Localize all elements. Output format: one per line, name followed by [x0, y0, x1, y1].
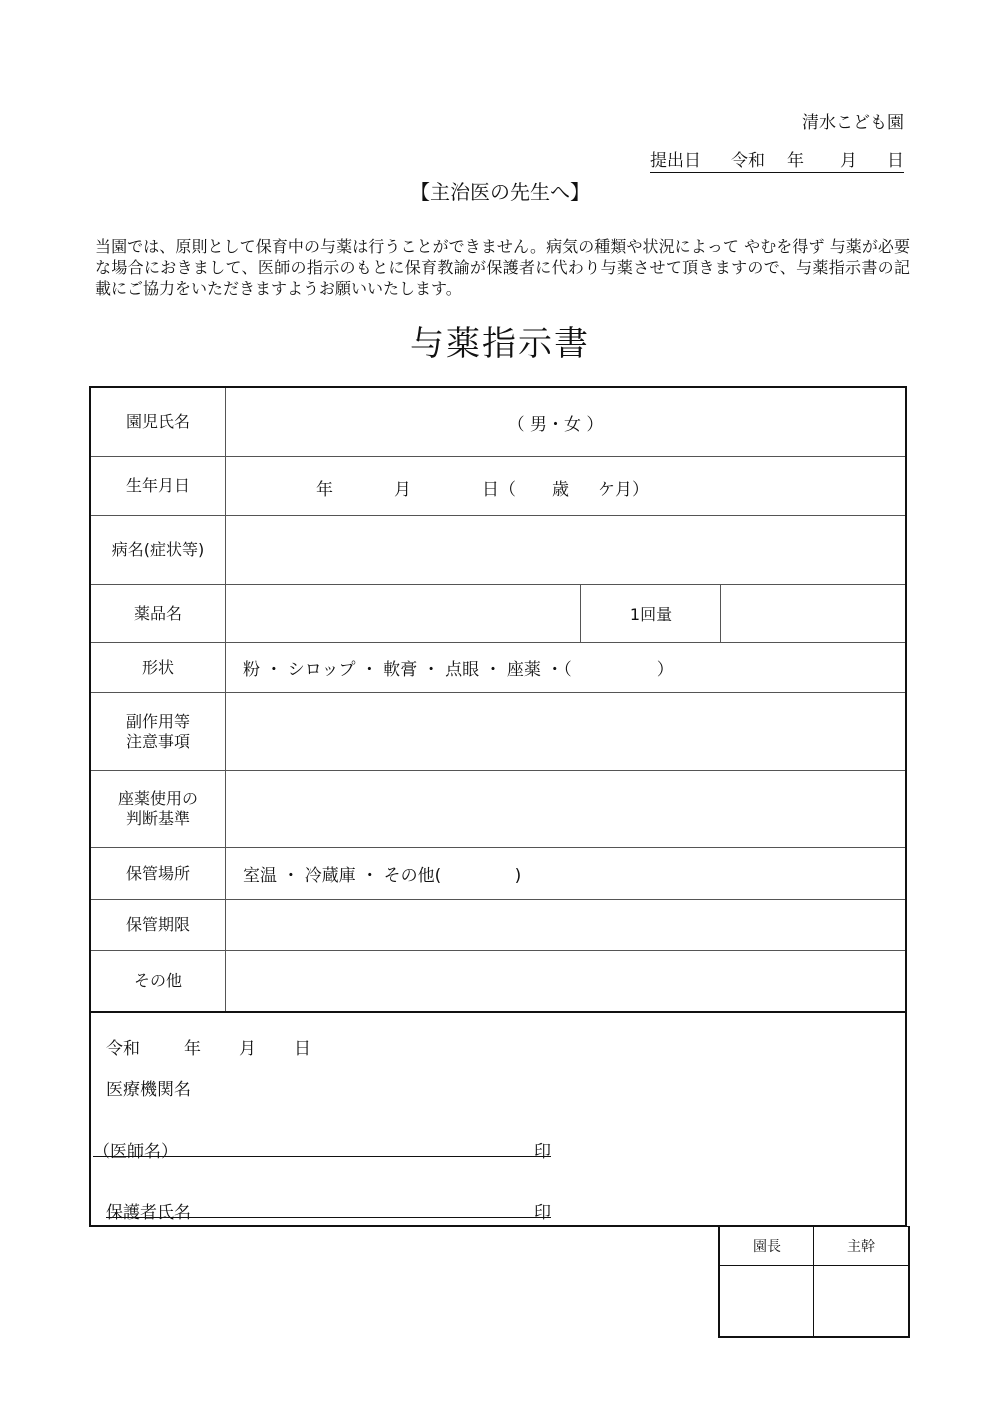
- row-birthdate: [91, 457, 905, 516]
- sign-date[interactable]: [106, 1034, 311, 1059]
- age-months: ケ月）: [598, 480, 649, 500]
- doctor-label: （医師名）: [93, 1142, 178, 1162]
- row-suppository: [91, 771, 905, 848]
- birth-day: 日（: [482, 480, 516, 500]
- row-medicine: [91, 585, 905, 643]
- storage-options[interactable]: [226, 848, 905, 899]
- addressee: 【主治医の先生へ】: [410, 180, 590, 204]
- institution-label: 医療機関名: [106, 1080, 191, 1100]
- chief-label: 主幹: [814, 1227, 908, 1266]
- disease-label: 病名(症状等): [91, 516, 226, 584]
- row-side-effects: [91, 693, 905, 771]
- child-name-field[interactable]: [226, 388, 905, 456]
- guardian-seal: 印: [534, 1203, 551, 1223]
- sign-month: 月: [239, 1039, 256, 1059]
- row-storage-period: [91, 900, 905, 951]
- row-child-name: [91, 388, 905, 457]
- row-disease: [91, 516, 905, 585]
- suppository-field[interactable]: [226, 771, 905, 847]
- birthdate-field[interactable]: [226, 457, 905, 515]
- form-type-text: 粉 ・ シロップ ・ 軟膏 ・ 点眼 ・ 座薬 ・（ ）: [243, 660, 674, 680]
- other-label: その他: [91, 951, 226, 1011]
- row-form-type: [91, 643, 905, 693]
- sign-day: 日: [294, 1039, 311, 1059]
- guardian-signature-line[interactable]: [106, 1217, 551, 1218]
- chief-stamp[interactable]: [813, 1227, 908, 1336]
- other-field[interactable]: [226, 951, 905, 1011]
- birthdate-label: 生年月日: [91, 457, 226, 515]
- storage-text: 室温 ・ 冷蔵庫 ・ その他( ): [243, 866, 522, 886]
- side-effects-field[interactable]: [226, 693, 905, 770]
- row-other: [91, 951, 905, 1013]
- storage-period-label: 保管期限: [91, 900, 226, 950]
- guardian-label: 保護者氏名: [106, 1203, 191, 1223]
- storage-label: 保管場所: [91, 848, 226, 899]
- side-effects-label: 副作用等 注意事項: [91, 693, 226, 770]
- birth-month: 月: [394, 480, 411, 500]
- submission-label: 提出日: [650, 151, 701, 171]
- approval-stamps: [718, 1226, 910, 1338]
- gender-options: （ 男・女 ）: [507, 414, 604, 435]
- child-name-label: 園児氏名: [91, 388, 226, 456]
- doctor-signature-line[interactable]: [93, 1156, 551, 1157]
- page-title: 与薬指示書: [410, 324, 590, 364]
- birth-year: 年: [316, 480, 333, 500]
- submission-month: 月: [840, 151, 857, 171]
- dose-field[interactable]: [720, 585, 905, 642]
- submission-date: [650, 146, 904, 173]
- signature-section: [91, 1014, 905, 1225]
- form-type-options[interactable]: [226, 643, 905, 692]
- age-years: 歳: [552, 480, 569, 500]
- form-type-label: 形状: [91, 643, 226, 692]
- sign-year: 年: [184, 1039, 201, 1059]
- submission-era: 令和: [731, 151, 765, 171]
- suppository-label: 座薬使用の 判断基準: [91, 771, 226, 847]
- medicine-label: 薬品名: [91, 585, 226, 642]
- disease-field[interactable]: [226, 516, 905, 584]
- director-label: 園長: [720, 1227, 814, 1266]
- director-stamp[interactable]: [720, 1227, 814, 1336]
- submission-day: 日: [887, 151, 904, 171]
- instruction-form: [89, 386, 907, 1227]
- dose-label: 1回量: [580, 585, 721, 642]
- doctor-seal: 印: [534, 1142, 551, 1162]
- row-storage: [91, 848, 905, 900]
- intro-text: 当園では、原則として保育中の与薬は行うことができません。病気の種類や状況によって やむを得ず 与薬が必要な場合におきまして、医師の指示のもとに保育教諭が保護者に代わり与薬させて頂きますので、与薬指示書の記載にご協力をいただきますようお願いいたします。: [95, 237, 910, 298]
- sign-era: 令和: [106, 1039, 140, 1059]
- organization-name: 清水こども園: [802, 113, 904, 133]
- medicine-field[interactable]: [226, 585, 578, 642]
- submission-year: 年: [787, 151, 804, 171]
- storage-period-field[interactable]: [226, 900, 905, 950]
